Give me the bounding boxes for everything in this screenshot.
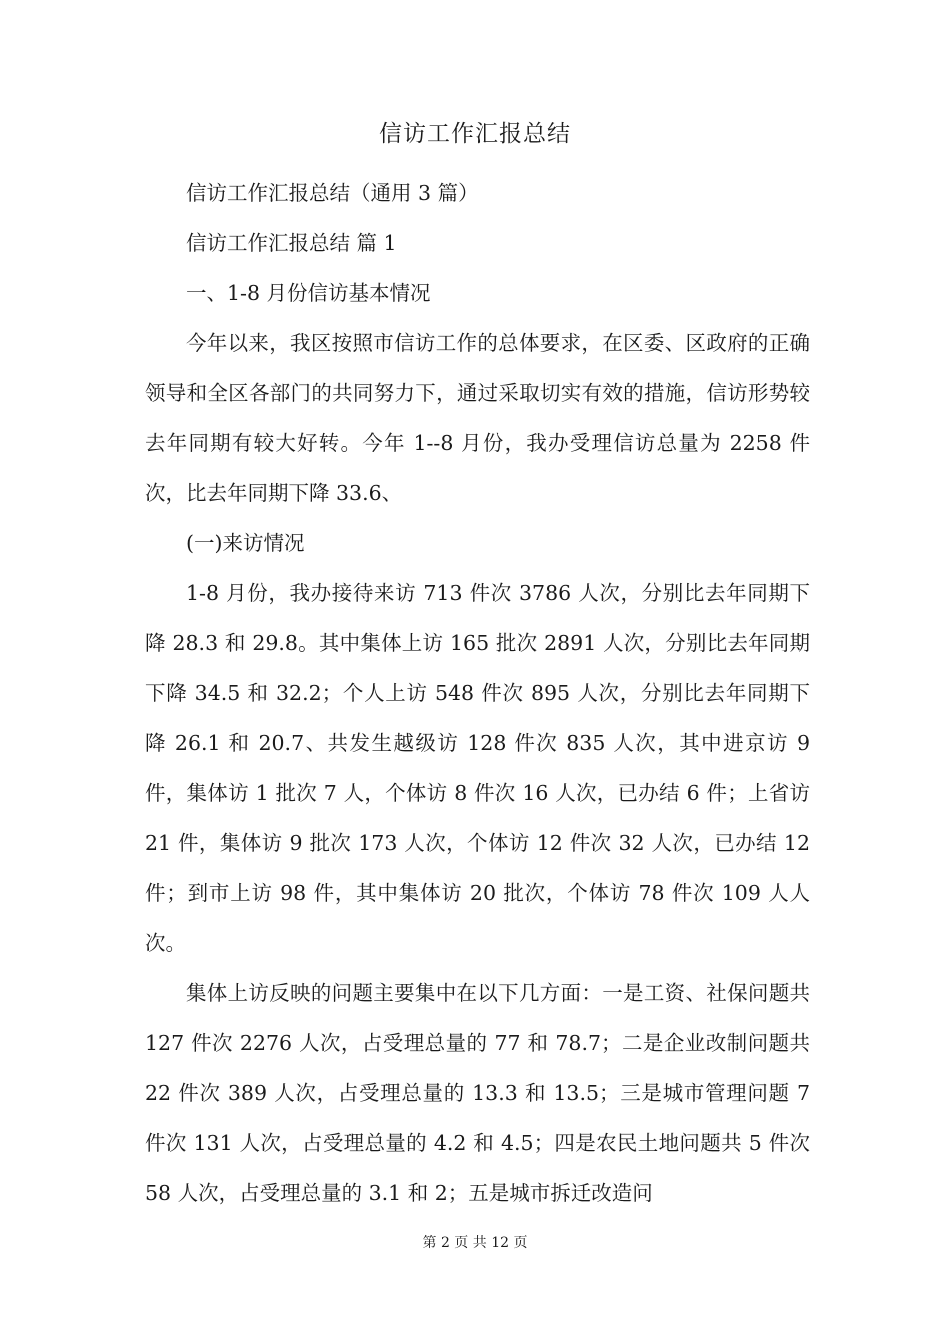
- body-paragraph: 1-8 月份，我办接待来访 713 件次 3786 人次，分别比去年同期下降 28.3 和 29.8。其中集体上访 165 批次 2891 人次，分别比去年同期下降 34.5 和 32.2；个人上访 548 件次 895 人次，分别比去年同期下降 26.1 和 20.7、共发生越级访 128 件次 835 人次，其中进京访 9 件，集体访 1 批次 7 人，个体访 8 件次 16 人次，已办结 6 件；上省访 21 件，集体访 9 批次 173 人次，个体访 12 件次 32 人次，已办结 12 件；到市上访 98 件，其中集体访 20 批次，个体访 78 件次 109 人人次。: [145, 581, 810, 955]
- subsection-heading-paragraph: (一)来访情况: [186, 531, 305, 555]
- body-paragraph: 今年以来，我区按照市信访工作的总体要求，在区委、区政府的正确领导和全区各部门的共同努力下，通过采取切实有效的措施，信访形势较去年同期有较大好转。今年 1--8 月份，我办受理信访总量为 2258 件次，比去年同期下降 33.6、: [145, 331, 810, 505]
- document-title: 信访工作汇报总结: [379, 121, 571, 147]
- subsection-heading-paragraph: 一、1-8 月份信访基本情况: [186, 281, 431, 305]
- section-heading-paragraph: 信访工作汇报总结 篇 1: [186, 231, 397, 255]
- page-footer: 第 2 页 共 12 页: [422, 1235, 528, 1251]
- subtitle-paragraph: 信访工作汇报总结（通用 3 篇）: [186, 181, 479, 205]
- document-body: [145, 168, 810, 1218]
- body-paragraph: 集体上访反映的问题主要集中在以下几方面：一是工资、社保问题共 127 件次 2276 人次，占受理总量的 77 和 78.7；二是企业改制问题共 22 件次 389 人次，占受理总量的 13.3 和 13.5；三是城市管理问题 7 件次 131 人次，占受理总量的 4.2 和 4.5；四是农民土地问题共 5 件次 58 人次，占受理总量的 3.1 和 2；五是城市拆迁改造问: [145, 981, 810, 1205]
